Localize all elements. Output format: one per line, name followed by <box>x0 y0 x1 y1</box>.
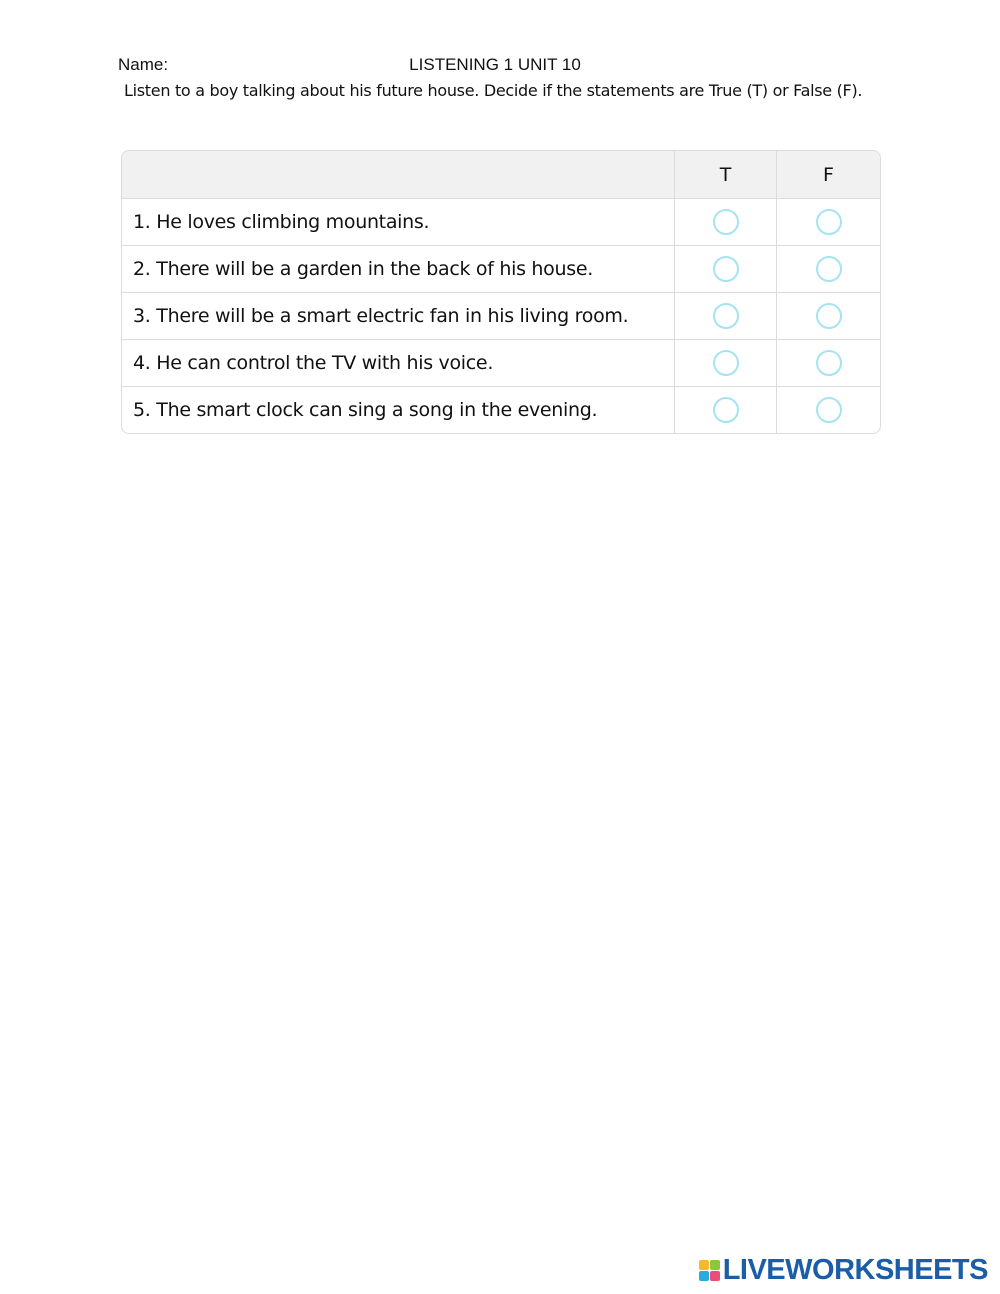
false-cell <box>777 340 880 386</box>
logo-square <box>710 1271 720 1281</box>
logo-square <box>699 1271 709 1281</box>
true-cell <box>675 340 777 386</box>
true-cell <box>675 246 777 292</box>
name-label: Name: <box>118 55 169 74</box>
statement-cell <box>122 293 675 339</box>
table-row <box>122 339 880 386</box>
logo-square <box>710 1260 720 1270</box>
true-radio[interactable] <box>713 303 739 329</box>
statement-cell <box>122 246 675 292</box>
true-radio[interactable] <box>713 397 739 423</box>
worksheet-title: LISTENING 1 UNIT 10 <box>409 55 581 74</box>
statement-number: 1. <box>133 211 151 233</box>
table-header-row <box>122 151 880 198</box>
table-row <box>122 292 880 339</box>
statement-text: There will be a garden in the back of his house. <box>156 258 593 280</box>
false-radio[interactable] <box>816 397 842 423</box>
statement-number: 2. <box>133 258 151 280</box>
statement-cell <box>122 340 675 386</box>
false-radio[interactable] <box>816 209 842 235</box>
true-radio[interactable] <box>713 350 739 376</box>
instructions: Listen to a boy talking about his future house. Decide if the statements are True (T) or False (F). <box>124 81 863 100</box>
statement-number: 3. <box>133 305 151 327</box>
statement-number: 5. <box>133 399 151 421</box>
false-cell <box>777 246 880 292</box>
header-false-cell: F <box>823 163 834 186</box>
true-cell <box>675 387 777 433</box>
statement-text: He loves climbing mountains. <box>156 211 430 233</box>
statement-cell <box>122 387 675 433</box>
table-row <box>122 386 880 433</box>
logo-mark-icon <box>699 1260 720 1281</box>
false-radio[interactable] <box>816 303 842 329</box>
statement-text: There will be a smart electric fan in his living room. <box>156 305 629 327</box>
true-radio[interactable] <box>713 209 739 235</box>
true-cell <box>675 199 777 245</box>
table-row <box>122 198 880 245</box>
logo-text: LIVEWORKSHEETS <box>722 1254 988 1286</box>
header-statement-cell <box>122 151 675 198</box>
table-row <box>122 245 880 292</box>
statement-text: He can control the TV with his voice. <box>156 352 494 374</box>
true-radio[interactable] <box>713 256 739 282</box>
false-cell <box>777 293 880 339</box>
header-true-cell: T <box>675 151 777 198</box>
false-cell <box>777 199 880 245</box>
liveworksheets-logo <box>699 1254 988 1287</box>
false-radio[interactable] <box>816 350 842 376</box>
statement-number: 4. <box>133 352 151 374</box>
false-radio[interactable] <box>816 256 842 282</box>
statement-cell <box>122 199 675 245</box>
logo-square <box>699 1260 709 1270</box>
true-cell <box>675 293 777 339</box>
false-cell <box>777 387 880 433</box>
true-false-table <box>121 150 881 434</box>
statement-text: The smart clock can sing a song in the evening. <box>156 399 598 421</box>
